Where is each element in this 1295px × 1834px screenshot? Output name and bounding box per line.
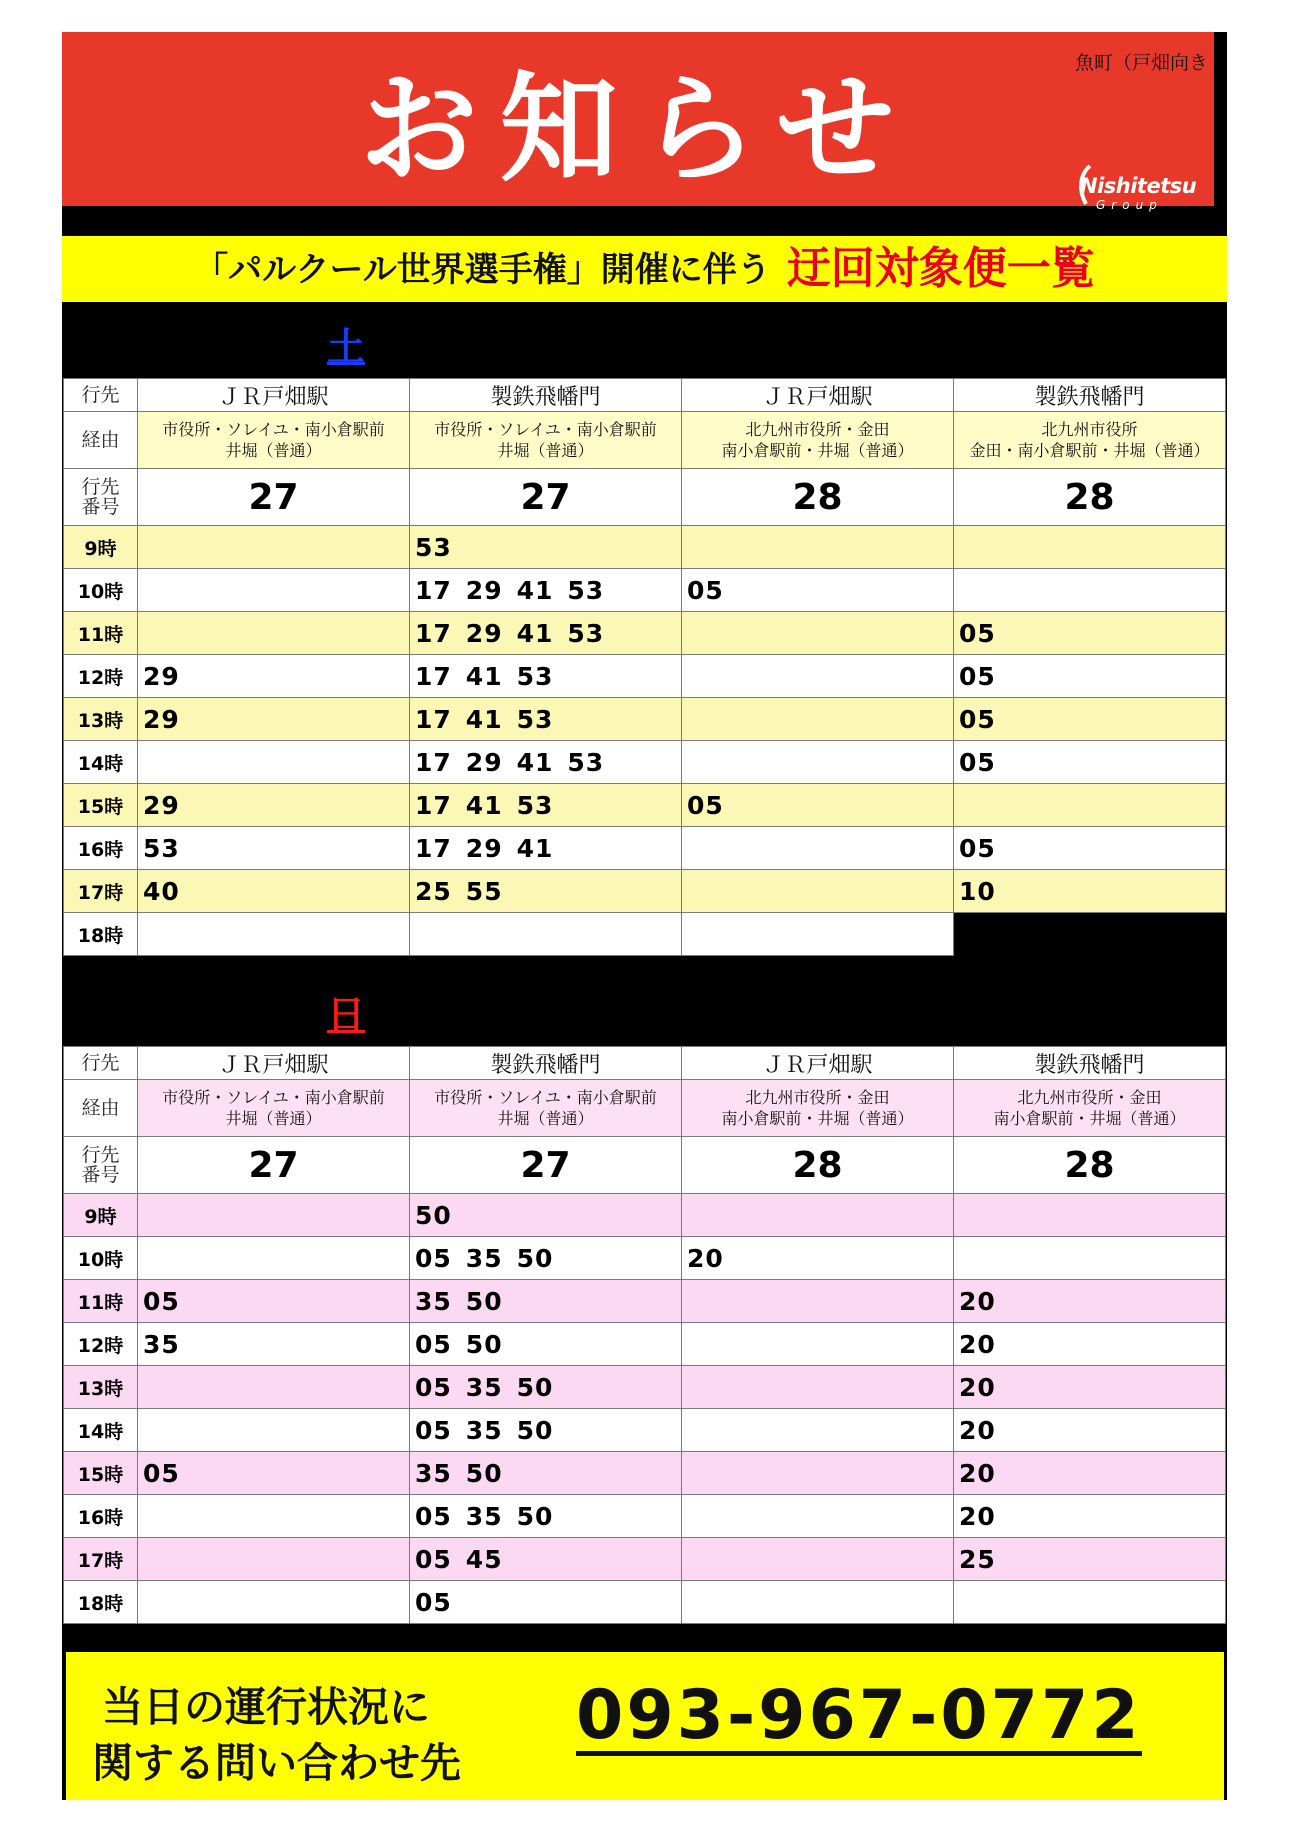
route-number: 28 [682,1137,954,1194]
departure-cell [682,784,954,827]
departure-minute: 35 [465,1372,503,1402]
hour-label: 16時 [64,1495,138,1538]
departure-minute: 20 [959,1501,996,1531]
via-line: 南小倉駅前・井堀（普通） [721,1109,914,1128]
departure-cell [682,1452,954,1495]
hour-label: 18時 [64,913,138,956]
departure-cell [138,569,410,612]
departure-minute: 05 [143,1458,180,1488]
row-label-via: 経由 [64,1080,138,1137]
departure-cell [954,698,1226,741]
notice-header [62,32,1214,212]
departure-cell [954,1581,1226,1624]
page-title: お知らせ [359,60,917,198]
contact-caption-line2: 関する問い合わせ先 [92,1739,461,1787]
departure-minute: 10 [959,876,996,906]
time-row [64,1409,1226,1452]
departure-cell [682,655,954,698]
departure-minute: 35 [415,1458,452,1488]
departure-minute: 41 [516,747,554,777]
departure-minute: 41 [465,661,503,691]
departure-cell [682,1495,954,1538]
departure-cell [954,526,1226,569]
row-label-route [64,469,138,526]
departure-cell [410,1538,682,1581]
via-line: 井堀（普通） [225,1109,322,1128]
hour-label: 15時 [64,784,138,827]
departure-cell [682,1194,954,1237]
departure-cell [954,784,1226,827]
hour-label: 17時 [64,1538,138,1581]
contact-phone-number: 093-967-0772 [576,1676,1142,1755]
hour-label: 16時 [64,827,138,870]
banner-text: 「パルクール世界選手権」開催に伴う [194,250,771,290]
time-row [64,913,1226,956]
via-line: 井堀（普通） [497,441,594,460]
departure-minute: 29 [143,704,180,734]
departure-cell [138,913,410,956]
departure-minute: 50 [415,1200,452,1230]
route-number: 27 [410,469,682,526]
column-destination: ＪＲ戸畑駅 [682,1047,954,1080]
departure-minute: 20 [959,1458,996,1488]
departure-cell [682,569,954,612]
departure-cell [682,1366,954,1409]
hour-label: 9時 [64,1194,138,1237]
departure-cell [410,655,682,698]
departure-cell [682,1409,954,1452]
hour-label: 14時 [64,1409,138,1452]
departure-cell [138,698,410,741]
route-number: 27 [410,1137,682,1194]
departure-cell [682,1237,954,1280]
departure-minute: 45 [465,1544,503,1574]
departure-minute: 41 [516,833,554,863]
departure-cell [954,1366,1226,1409]
time-row [64,827,1226,870]
departure-cell [410,913,682,956]
via-line: 北九州市役所・金田 [745,420,890,439]
destination-row [64,1047,1226,1080]
time-row [64,655,1226,698]
departure-minute: 35 [415,1286,452,1316]
time-row [64,612,1226,655]
departure-cell [138,612,410,655]
departure-cell [682,1280,954,1323]
column-via [138,412,410,469]
hour-label: 15時 [64,1452,138,1495]
time-row [64,1538,1226,1581]
departure-minute: 29 [465,575,503,605]
departure-minute: 50 [516,1415,554,1445]
via-line: 北九州市役所・金田 [745,1088,890,1107]
departure-minute: 05 [959,833,996,863]
departure-minute: 05 [687,790,724,820]
column-destination: ＪＲ戸畑駅 [138,379,410,412]
departure-cell [954,827,1226,870]
via-line: 井堀（普通） [497,1109,594,1128]
time-row [64,1495,1226,1538]
column-destination: 製鉄飛幡門 [954,379,1226,412]
departure-minute: 29 [143,790,180,820]
departure-minute: 53 [567,618,605,648]
departure-cell [410,827,682,870]
departure-cell [410,870,682,913]
departure-cell [954,655,1226,698]
column-destination: 製鉄飛幡門 [410,1047,682,1080]
departure-minute: 29 [465,833,503,863]
departure-minute: 35 [465,1243,503,1273]
nishitetsu-logo [1080,164,1197,214]
departure-cell [682,1581,954,1624]
departure-cell [138,741,410,784]
departure-cell [410,612,682,655]
departure-minute: 25 [415,876,452,906]
departure-minute: 05 [415,1587,452,1617]
departure-cell [682,741,954,784]
departure-minute: 35 [465,1415,503,1445]
departure-cell [954,1495,1226,1538]
sunday-label: 日 [327,993,366,1037]
hour-label: 17時 [64,870,138,913]
departure-cell [954,612,1226,655]
via-line: 市役所・ソレイユ・南小倉駅前 [162,420,385,439]
time-row [64,1581,1226,1624]
departure-minute: 17 [415,618,452,648]
departure-minute: 20 [959,1286,996,1316]
column-via [954,412,1226,469]
departure-cell [954,1452,1226,1495]
logo-wordmark: Nishitetsu [1080,174,1197,198]
departure-minute: 25 [959,1544,996,1574]
time-row [64,698,1226,741]
column-via [682,412,954,469]
departure-minute: 50 [516,1501,554,1531]
departure-minute: 05 [687,575,724,605]
via-line: 北九州市役所・金田 [1017,1088,1162,1107]
column-destination: ＪＲ戸畑駅 [138,1047,410,1080]
departure-minute: 05 [959,661,996,691]
via-line: 金田・南小倉駅前・井堀（普通） [969,441,1210,460]
row-label-route-line: 番号 [81,496,120,518]
departure-minute: 41 [516,575,554,605]
time-row [64,1237,1226,1280]
departure-minute: 17 [415,790,452,820]
route-number: 28 [954,1137,1226,1194]
departure-cell [954,1194,1226,1237]
departure-minute: 55 [465,876,503,906]
hour-label: 11時 [64,612,138,655]
time-row [64,1323,1226,1366]
hour-label: 11時 [64,1280,138,1323]
column-via [138,1080,410,1137]
departure-cell [410,1323,682,1366]
departure-minute: 05 [959,618,996,648]
departure-minute: 41 [465,704,503,734]
column-via [682,1080,954,1137]
departure-cell [410,569,682,612]
row-label-route-line: 行先 [81,1144,120,1166]
departure-cell [138,1495,410,1538]
hour-label: 13時 [64,698,138,741]
departure-cell [138,827,410,870]
departure-cell [410,741,682,784]
departure-minute: 53 [567,747,605,777]
row-label-destination: 行先 [64,379,138,412]
departure-minute: 05 [959,747,996,777]
departure-cell [138,1237,410,1280]
via-row [64,1080,1226,1137]
departure-minute: 05 [415,1415,452,1445]
departure-minute: 41 [465,790,503,820]
departure-minute: 41 [516,618,554,648]
departure-minute: 20 [687,1243,724,1273]
departure-cell [410,698,682,741]
departure-cell [410,1366,682,1409]
departure-minute: 05 [143,1286,180,1316]
hour-label: 13時 [64,1366,138,1409]
row-label-destination: 行先 [64,1047,138,1080]
route-number-row [64,1137,1226,1194]
departure-cell [682,526,954,569]
departure-minute: 40 [143,876,180,906]
departure-cell [682,913,954,956]
departure-minute: 29 [465,747,503,777]
departure-cell [954,569,1226,612]
departure-cell [682,1323,954,1366]
via-line: 南小倉駅前・井堀（普通） [721,441,914,460]
route-number: 27 [138,469,410,526]
hour-label: 18時 [64,1581,138,1624]
departure-minute: 50 [516,1243,554,1273]
departure-cell [682,870,954,913]
contact-footer [66,1652,1224,1800]
departure-minute: 50 [465,1329,503,1359]
departure-minute: 17 [415,661,452,691]
column-via [410,412,682,469]
blank-cell [954,913,1226,956]
route-number: 28 [682,469,954,526]
departure-minute: 50 [465,1458,503,1488]
departure-cell [682,612,954,655]
departure-minute: 05 [415,1501,452,1531]
time-row [64,870,1226,913]
departure-cell [410,526,682,569]
departure-cell [138,1366,410,1409]
time-row [64,784,1226,827]
column-via [410,1080,682,1137]
route-number-row [64,469,1226,526]
departure-cell [682,698,954,741]
departure-minute: 05 [415,1544,452,1574]
departure-minute: 20 [959,1415,996,1445]
row-label-via: 経由 [64,412,138,469]
via-row [64,412,1226,469]
departure-minute: 17 [415,575,452,605]
departure-minute: 05 [415,1243,452,1273]
hour-label: 12時 [64,655,138,698]
departure-cell [954,870,1226,913]
route-number: 27 [138,1137,410,1194]
saturday-timetable [63,378,1226,956]
time-row [64,526,1226,569]
row-label-route [64,1137,138,1194]
contact-caption-line1: 当日の運行状況に [102,1683,430,1731]
departure-cell [954,1409,1226,1452]
departure-cell [410,1452,682,1495]
departure-cell [954,1237,1226,1280]
departure-cell [138,1280,410,1323]
banner-highlight: 迂回対象便一覧 [786,243,1095,294]
departure-cell [682,1538,954,1581]
time-row [64,1452,1226,1495]
via-line: 南小倉駅前・井堀（普通） [993,1109,1186,1128]
departure-cell [138,1538,410,1581]
time-row [64,569,1226,612]
departure-cell [138,655,410,698]
via-line: 市役所・ソレイユ・南小倉駅前 [434,1088,657,1107]
time-row [64,1194,1226,1237]
departure-cell [138,1452,410,1495]
hour-label: 12時 [64,1323,138,1366]
departure-cell [410,1194,682,1237]
via-line: 井堀（普通） [225,441,322,460]
departure-minute: 35 [143,1329,180,1359]
departure-cell [410,1409,682,1452]
departure-cell [410,1581,682,1624]
departure-minute: 05 [415,1372,452,1402]
departure-minute: 53 [415,532,452,562]
route-number: 28 [954,469,1226,526]
departure-cell [138,784,410,827]
departure-cell [954,1323,1226,1366]
departure-minute: 50 [516,1372,554,1402]
departure-minute: 05 [415,1329,452,1359]
hour-label: 9時 [64,526,138,569]
departure-minute: 53 [516,790,554,820]
departure-cell [138,1581,410,1624]
via-line: 北九州市役所 [1041,420,1138,439]
departure-cell [138,1409,410,1452]
column-destination: 製鉄飛幡門 [954,1047,1226,1080]
via-line: 市役所・ソレイユ・南小倉駅前 [434,420,657,439]
departure-cell [410,1237,682,1280]
hour-label: 10時 [64,569,138,612]
departure-cell [954,1538,1226,1581]
via-line: 市役所・ソレイユ・南小倉駅前 [162,1088,385,1107]
departure-minute: 05 [959,704,996,734]
departure-minute: 29 [465,618,503,648]
departure-cell [138,526,410,569]
row-label-route-line: 行先 [81,476,120,498]
time-row [64,741,1226,784]
departure-cell [138,1194,410,1237]
column-destination: ＪＲ戸畑駅 [682,379,954,412]
time-row [64,1280,1226,1323]
saturday-label: 土 [327,325,366,369]
departure-minute: 53 [567,575,605,605]
departure-minute: 17 [415,704,452,734]
stop-name: 魚町（戸畑向き [1074,52,1208,74]
departure-minute: 53 [516,661,554,691]
hour-label: 14時 [64,741,138,784]
departure-minute: 53 [143,833,180,863]
departure-cell [410,1280,682,1323]
departure-cell [954,1280,1226,1323]
column-destination: 製鉄飛幡門 [410,379,682,412]
departure-cell [138,870,410,913]
departure-minute: 17 [415,747,452,777]
column-via [954,1080,1226,1137]
departure-minute: 35 [465,1501,503,1531]
departure-cell [138,1323,410,1366]
row-label-route-line: 番号 [81,1164,120,1186]
departure-minute: 50 [465,1286,503,1316]
departure-cell [410,1495,682,1538]
departure-minute: 29 [143,661,180,691]
detour-banner [62,236,1227,302]
logo-subtext: Group [1096,198,1163,212]
departure-cell [954,741,1226,784]
time-row [64,1366,1226,1409]
departure-minute: 20 [959,1372,996,1402]
departure-minute: 17 [415,833,452,863]
hour-label: 10時 [64,1237,138,1280]
departure-minute: 53 [516,704,554,734]
departure-cell [682,827,954,870]
sunday-timetable [63,1046,1226,1624]
departure-minute: 20 [959,1329,996,1359]
destination-row [64,379,1226,412]
departure-cell [410,784,682,827]
